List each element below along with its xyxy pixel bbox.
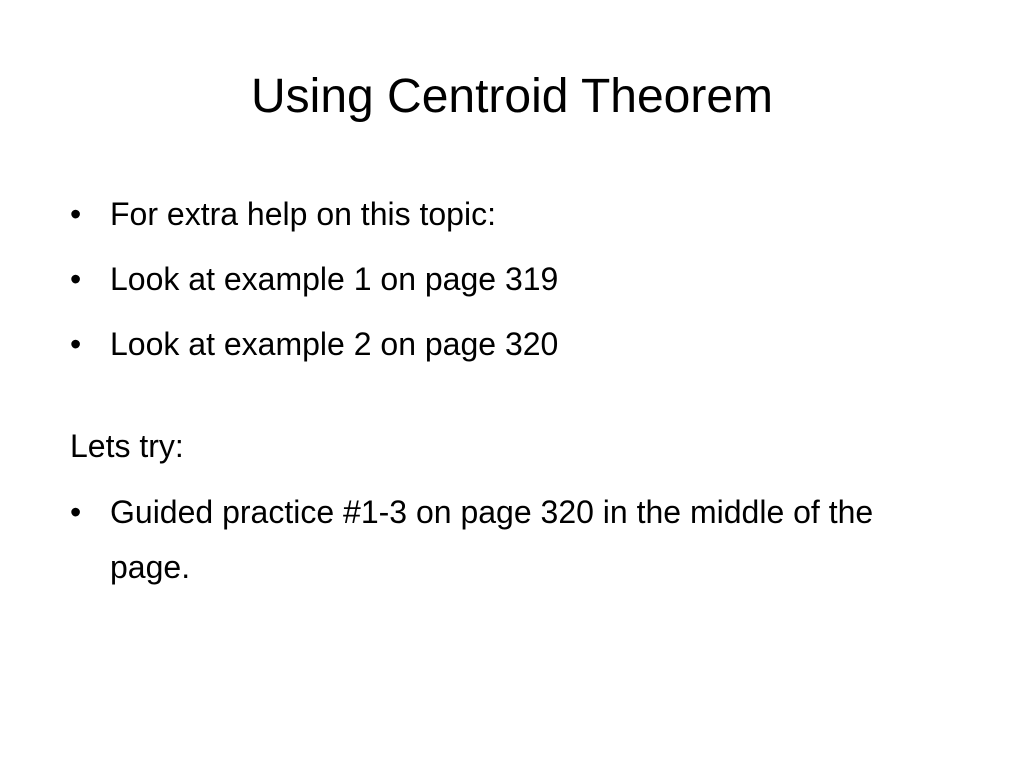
bullet-icon: • — [70, 196, 82, 232]
list-item — [70, 188, 970, 240]
bullet-text: Look at example 2 on page 320 — [110, 326, 559, 362]
slide-body — [70, 188, 970, 595]
bullet-icon: • — [70, 261, 82, 297]
bullet-icon: • — [70, 494, 82, 530]
bullet-text: Look at example 1 on page 319 — [110, 261, 559, 297]
slide-title: Using Centroid Theorem — [250, 70, 774, 123]
list-item — [70, 318, 970, 370]
list-item — [70, 485, 890, 595]
subheading: Lets try: — [70, 428, 184, 464]
list-item — [70, 253, 970, 305]
bullet-text: For extra help on this topic: — [110, 196, 496, 232]
bullet-icon: • — [70, 326, 82, 362]
bullet-text: Guided practice #1-3 on page 320 in the middle of the page. — [110, 494, 874, 585]
bullet-list — [70, 188, 970, 370]
